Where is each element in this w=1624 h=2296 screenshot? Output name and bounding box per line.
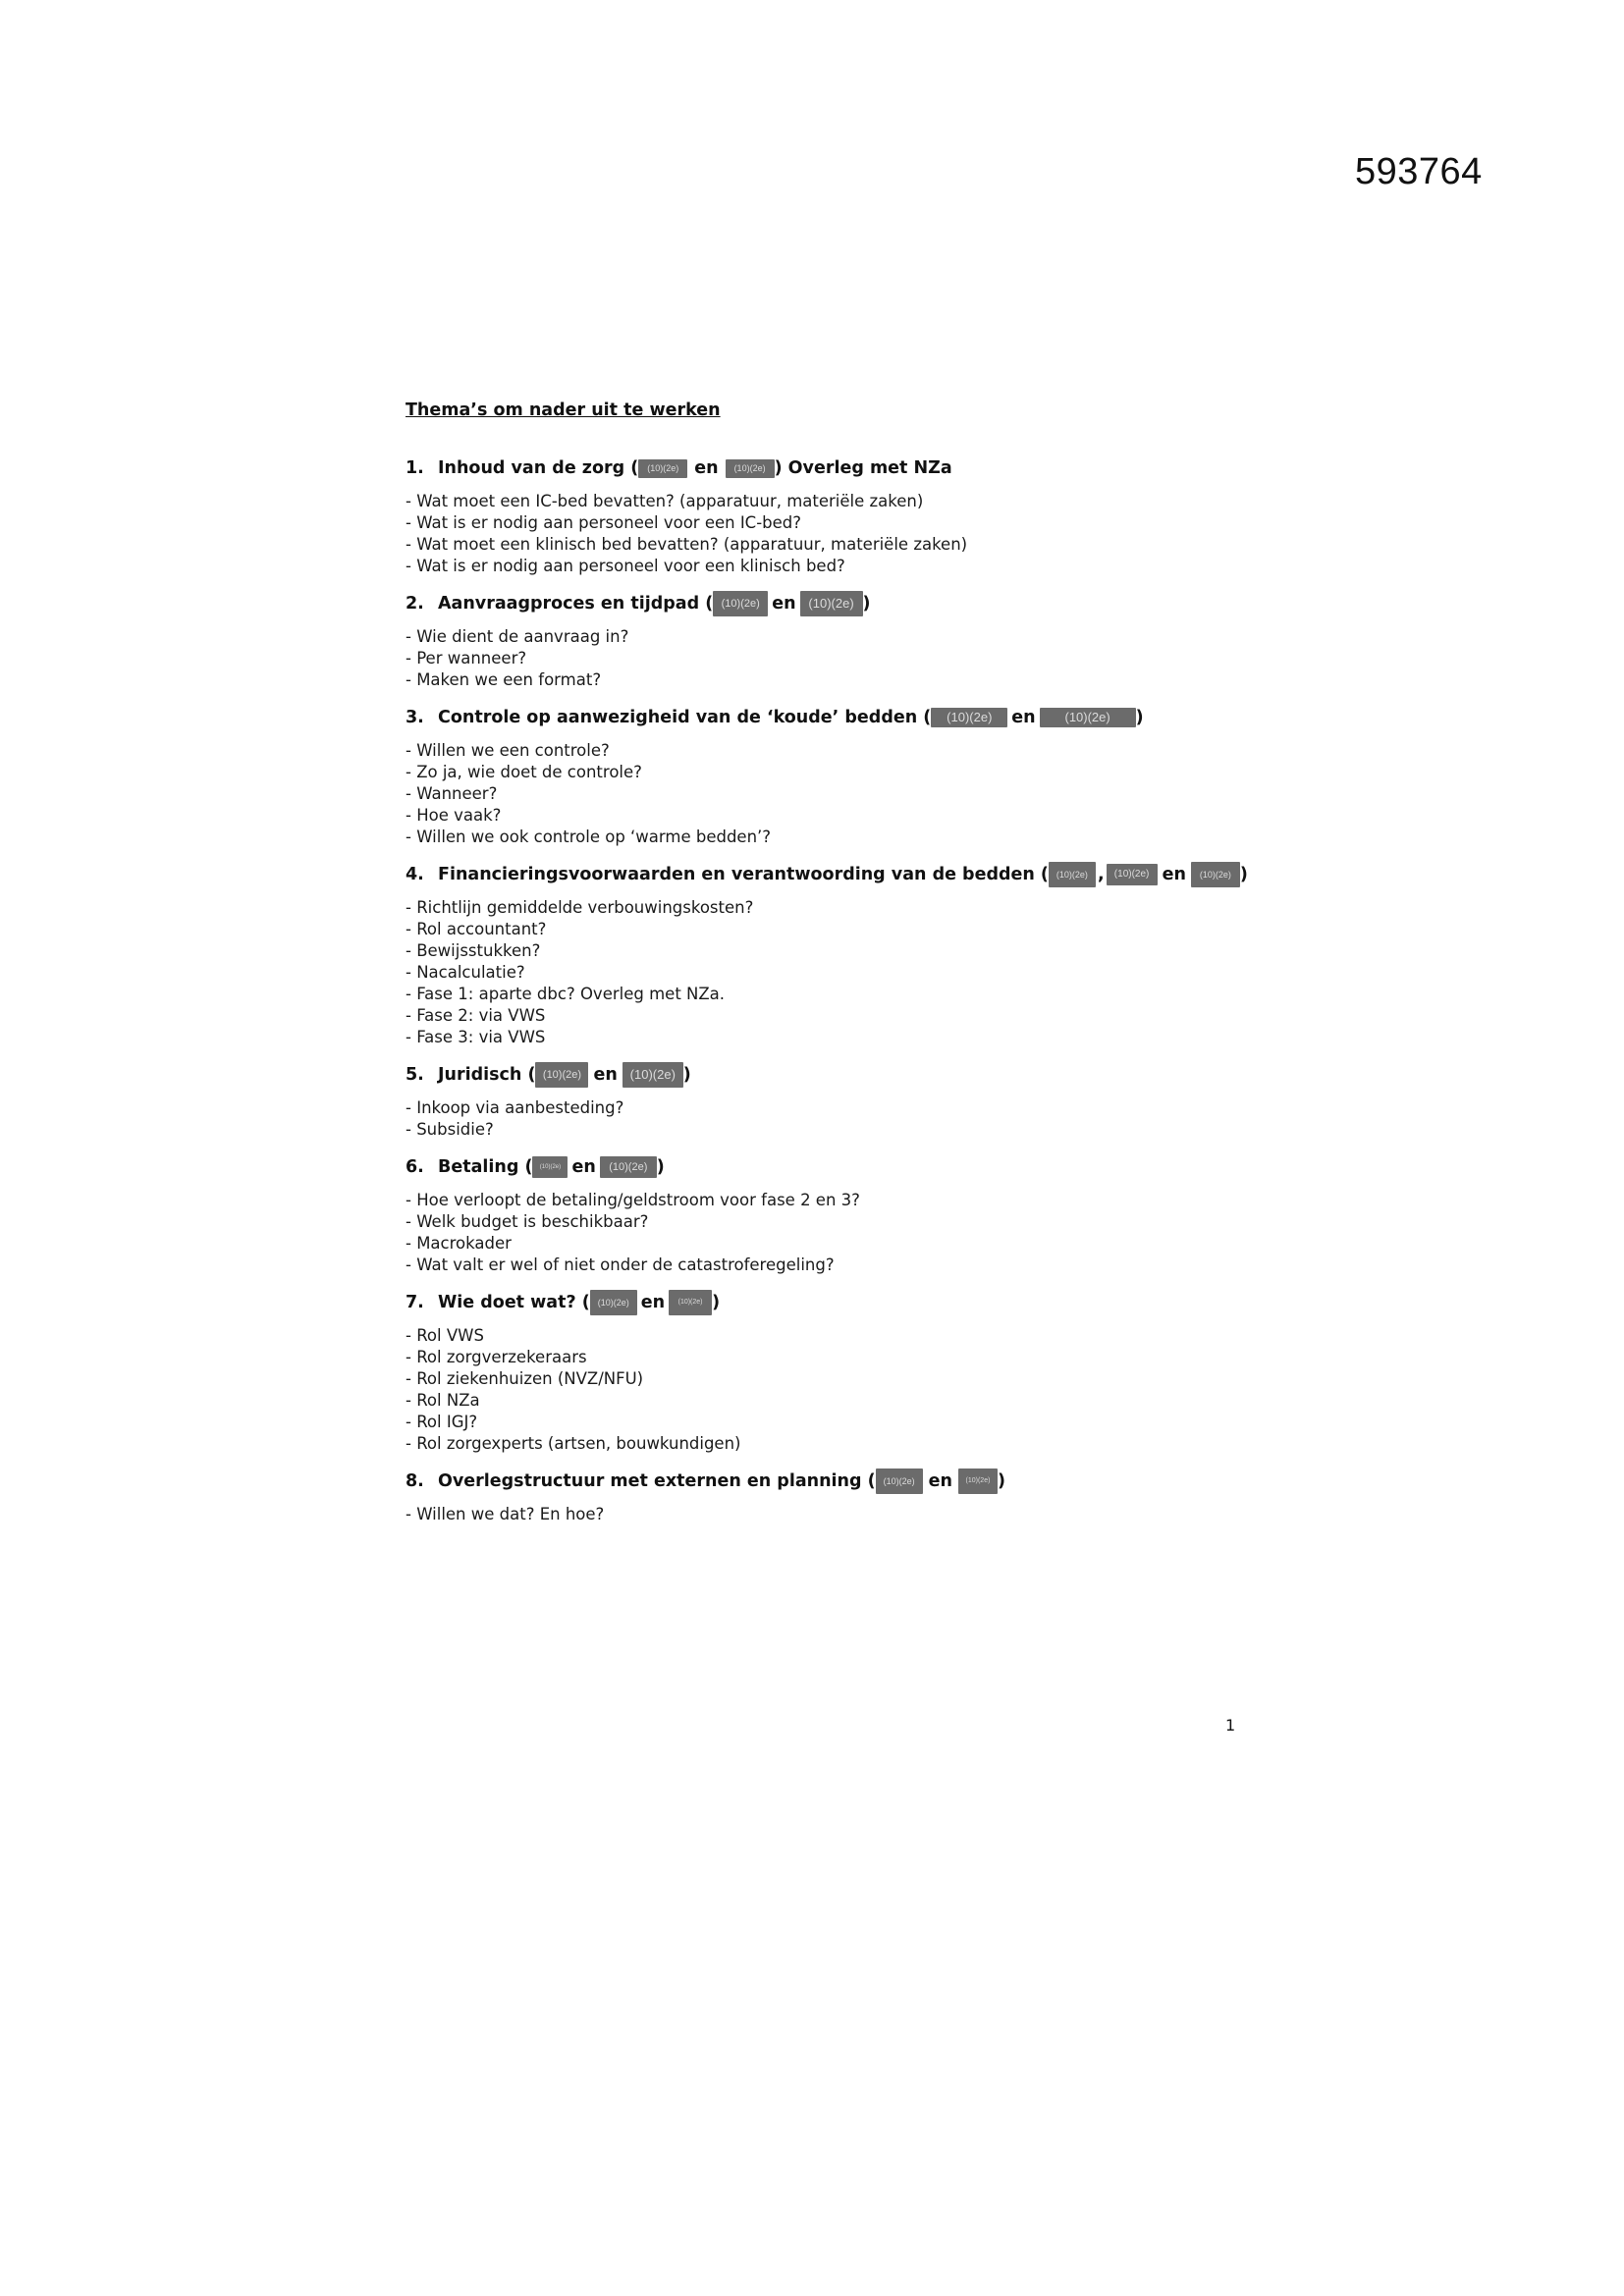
list-item: - Per wanneer? bbox=[406, 649, 527, 667]
section-title: Controle op aanwezigheid van de ‘koude’ bedden ( bbox=[438, 708, 932, 727]
section-joiner: en bbox=[1162, 865, 1186, 884]
section-joiner: en bbox=[1011, 708, 1036, 727]
section-number: 6. bbox=[406, 1157, 424, 1177]
list-item: - Rol zorgverzekeraars bbox=[406, 1348, 587, 1366]
redaction-box: (10)(2e) bbox=[800, 591, 863, 616]
list-item: - Bewijsstukken? bbox=[406, 941, 541, 960]
redaction-box: (10)(2e) bbox=[532, 1156, 568, 1178]
item-list bbox=[406, 626, 1250, 691]
list-item: - Rol ziekenhuizen (NVZ/NFU) bbox=[406, 1369, 644, 1388]
list-item: - Rol VWS bbox=[406, 1326, 484, 1345]
section-joiner: en bbox=[640, 1293, 666, 1312]
list-item: - Rol zorgexperts (artsen, bouwkundigen) bbox=[406, 1434, 741, 1453]
list-item: - Maken we een format? bbox=[406, 670, 602, 689]
item-list bbox=[406, 740, 1250, 848]
redaction-box: (10)(2e) bbox=[931, 708, 1007, 727]
list-item: - Wat moet een IC-bed bevatten? (apparatuur, materiële zaken) bbox=[406, 492, 924, 510]
section-title: Juridisch ( bbox=[438, 1065, 536, 1085]
redaction-box: (10)(2e) bbox=[1107, 864, 1158, 885]
section-4 bbox=[406, 862, 1250, 1048]
section-3 bbox=[406, 705, 1250, 848]
redaction-box: (10)(2e) bbox=[1040, 708, 1136, 727]
section-heading bbox=[406, 1154, 1250, 1180]
section-number: 7. bbox=[406, 1293, 424, 1312]
list-item: - Richtlijn gemiddelde verbouwingskosten? bbox=[406, 898, 754, 917]
section-number: 5. bbox=[406, 1065, 424, 1085]
item-list bbox=[406, 1325, 1250, 1455]
section-joiner: en bbox=[772, 594, 796, 614]
section-heading bbox=[406, 455, 1250, 481]
list-item: - Macrokader bbox=[406, 1234, 512, 1253]
section-suffix: ) bbox=[656, 1157, 665, 1177]
section-suffix: ) bbox=[997, 1471, 1005, 1491]
section-title: Aanvraagproces en tijdpad ( bbox=[438, 594, 714, 614]
redaction-box: (10)(2e) bbox=[623, 1062, 683, 1088]
redaction-box: (10)(2e) bbox=[713, 591, 768, 616]
section-title: Inhoud van de zorg ( bbox=[438, 458, 639, 478]
section-joiner: en bbox=[694, 458, 719, 478]
section-1 bbox=[406, 455, 1250, 577]
section-8 bbox=[406, 1468, 1250, 1525]
redaction-box: (10)(2e) bbox=[590, 1290, 637, 1315]
list-item: - Willen we dat? En hoe? bbox=[406, 1505, 605, 1523]
list-item: - Inkoop via aanbesteding? bbox=[406, 1098, 624, 1117]
section-suffix: ) bbox=[862, 594, 871, 614]
section-joiner: en bbox=[928, 1471, 952, 1491]
redaction-box: (10)(2e) bbox=[600, 1156, 657, 1178]
section-7 bbox=[406, 1290, 1250, 1455]
section-title: Financieringsvoorwaarden en verantwoording van de bedden ( bbox=[438, 865, 1049, 884]
section-number: 3. bbox=[406, 708, 424, 727]
list-item: - Willen we ook controle op ‘warme bedden’? bbox=[406, 828, 772, 846]
redaction-box: (10)(2e) bbox=[669, 1290, 712, 1315]
list-item: - Willen we een controle? bbox=[406, 741, 610, 760]
document-number: 593764 bbox=[1355, 151, 1483, 192]
list-item: - Subsidie? bbox=[406, 1120, 494, 1139]
section-joiner: en bbox=[593, 1065, 618, 1085]
list-item: - Rol accountant? bbox=[406, 920, 547, 938]
section-heading bbox=[406, 705, 1250, 730]
list-item: - Wat valt er wel of niet onder de catastroferegeling? bbox=[406, 1255, 835, 1274]
list-item: - Wat is er nodig aan personeel voor een IC-bed? bbox=[406, 513, 802, 532]
redaction-box: (10)(2e) bbox=[1191, 862, 1240, 887]
section-suffix: ) bbox=[682, 1065, 691, 1085]
section-heading bbox=[406, 1062, 1250, 1088]
page-number: 1 bbox=[1225, 1716, 1236, 1735]
redaction-box: (10)(2e) bbox=[726, 459, 775, 478]
section-title: Betaling ( bbox=[438, 1157, 533, 1177]
section-title: Overlegstructuur met externen en planning ( bbox=[438, 1471, 876, 1491]
section-number: 1. bbox=[406, 458, 424, 478]
section-2 bbox=[406, 591, 1250, 691]
section-joiner: en bbox=[571, 1157, 596, 1177]
list-item: - Wat is er nodig aan personeel voor een klinisch bed? bbox=[406, 557, 845, 575]
list-item: - Rol NZa bbox=[406, 1391, 480, 1410]
list-item: - Welk budget is beschikbaar? bbox=[406, 1212, 649, 1231]
redaction-box: (10)(2e) bbox=[1049, 862, 1096, 887]
section-suffix: ) bbox=[1239, 865, 1248, 884]
list-item: - Rol IGJ? bbox=[406, 1413, 478, 1431]
redaction-box: (10)(2e) bbox=[535, 1062, 588, 1088]
section-6 bbox=[406, 1154, 1250, 1276]
redaction-box: (10)(2e) bbox=[958, 1468, 998, 1494]
section-heading bbox=[406, 1290, 1250, 1315]
section-suffix: ) bbox=[1135, 708, 1144, 727]
list-item: - Hoe verloopt de betaling/geldstroom voor fase 2 en 3? bbox=[406, 1191, 860, 1209]
section-suffix: ) bbox=[712, 1293, 721, 1312]
section-heading bbox=[406, 1468, 1250, 1494]
section-suffix: ) Overleg met NZa bbox=[774, 458, 952, 478]
section-heading bbox=[406, 862, 1250, 887]
section-title: Wie doet wat? ( bbox=[438, 1293, 590, 1312]
item-list bbox=[406, 897, 1250, 1048]
list-item: - Wie dient de aanvraag in? bbox=[406, 627, 629, 646]
item-list bbox=[406, 1504, 1250, 1525]
item-list bbox=[406, 1097, 1250, 1141]
document-body bbox=[406, 400, 1250, 1539]
list-item: - Wanneer? bbox=[406, 784, 498, 803]
section-number: 4. bbox=[406, 865, 424, 884]
redaction-box: (10)(2e) bbox=[876, 1468, 923, 1494]
list-item: - Hoe vaak? bbox=[406, 806, 502, 825]
redaction-box: (10)(2e) bbox=[638, 459, 687, 478]
section-heading bbox=[406, 591, 1250, 616]
section-number: 8. bbox=[406, 1471, 424, 1491]
list-item: - Fase 1: aparte dbc? Overleg met NZa. bbox=[406, 985, 726, 1003]
section-5 bbox=[406, 1062, 1250, 1141]
page-title: Thema’s om nader uit te werken bbox=[406, 400, 721, 420]
list-item: - Fase 2: via VWS bbox=[406, 1006, 546, 1025]
list-item: - Zo ja, wie doet de controle? bbox=[406, 763, 642, 781]
section-separator: , bbox=[1097, 865, 1105, 884]
list-item: - Wat moet een klinisch bed bevatten? (apparatuur, materiële zaken) bbox=[406, 535, 968, 554]
section-number: 2. bbox=[406, 594, 424, 614]
item-list bbox=[406, 491, 1250, 577]
list-item: - Fase 3: via VWS bbox=[406, 1028, 546, 1046]
item-list bbox=[406, 1190, 1250, 1276]
list-item: - Nacalculatie? bbox=[406, 963, 525, 982]
